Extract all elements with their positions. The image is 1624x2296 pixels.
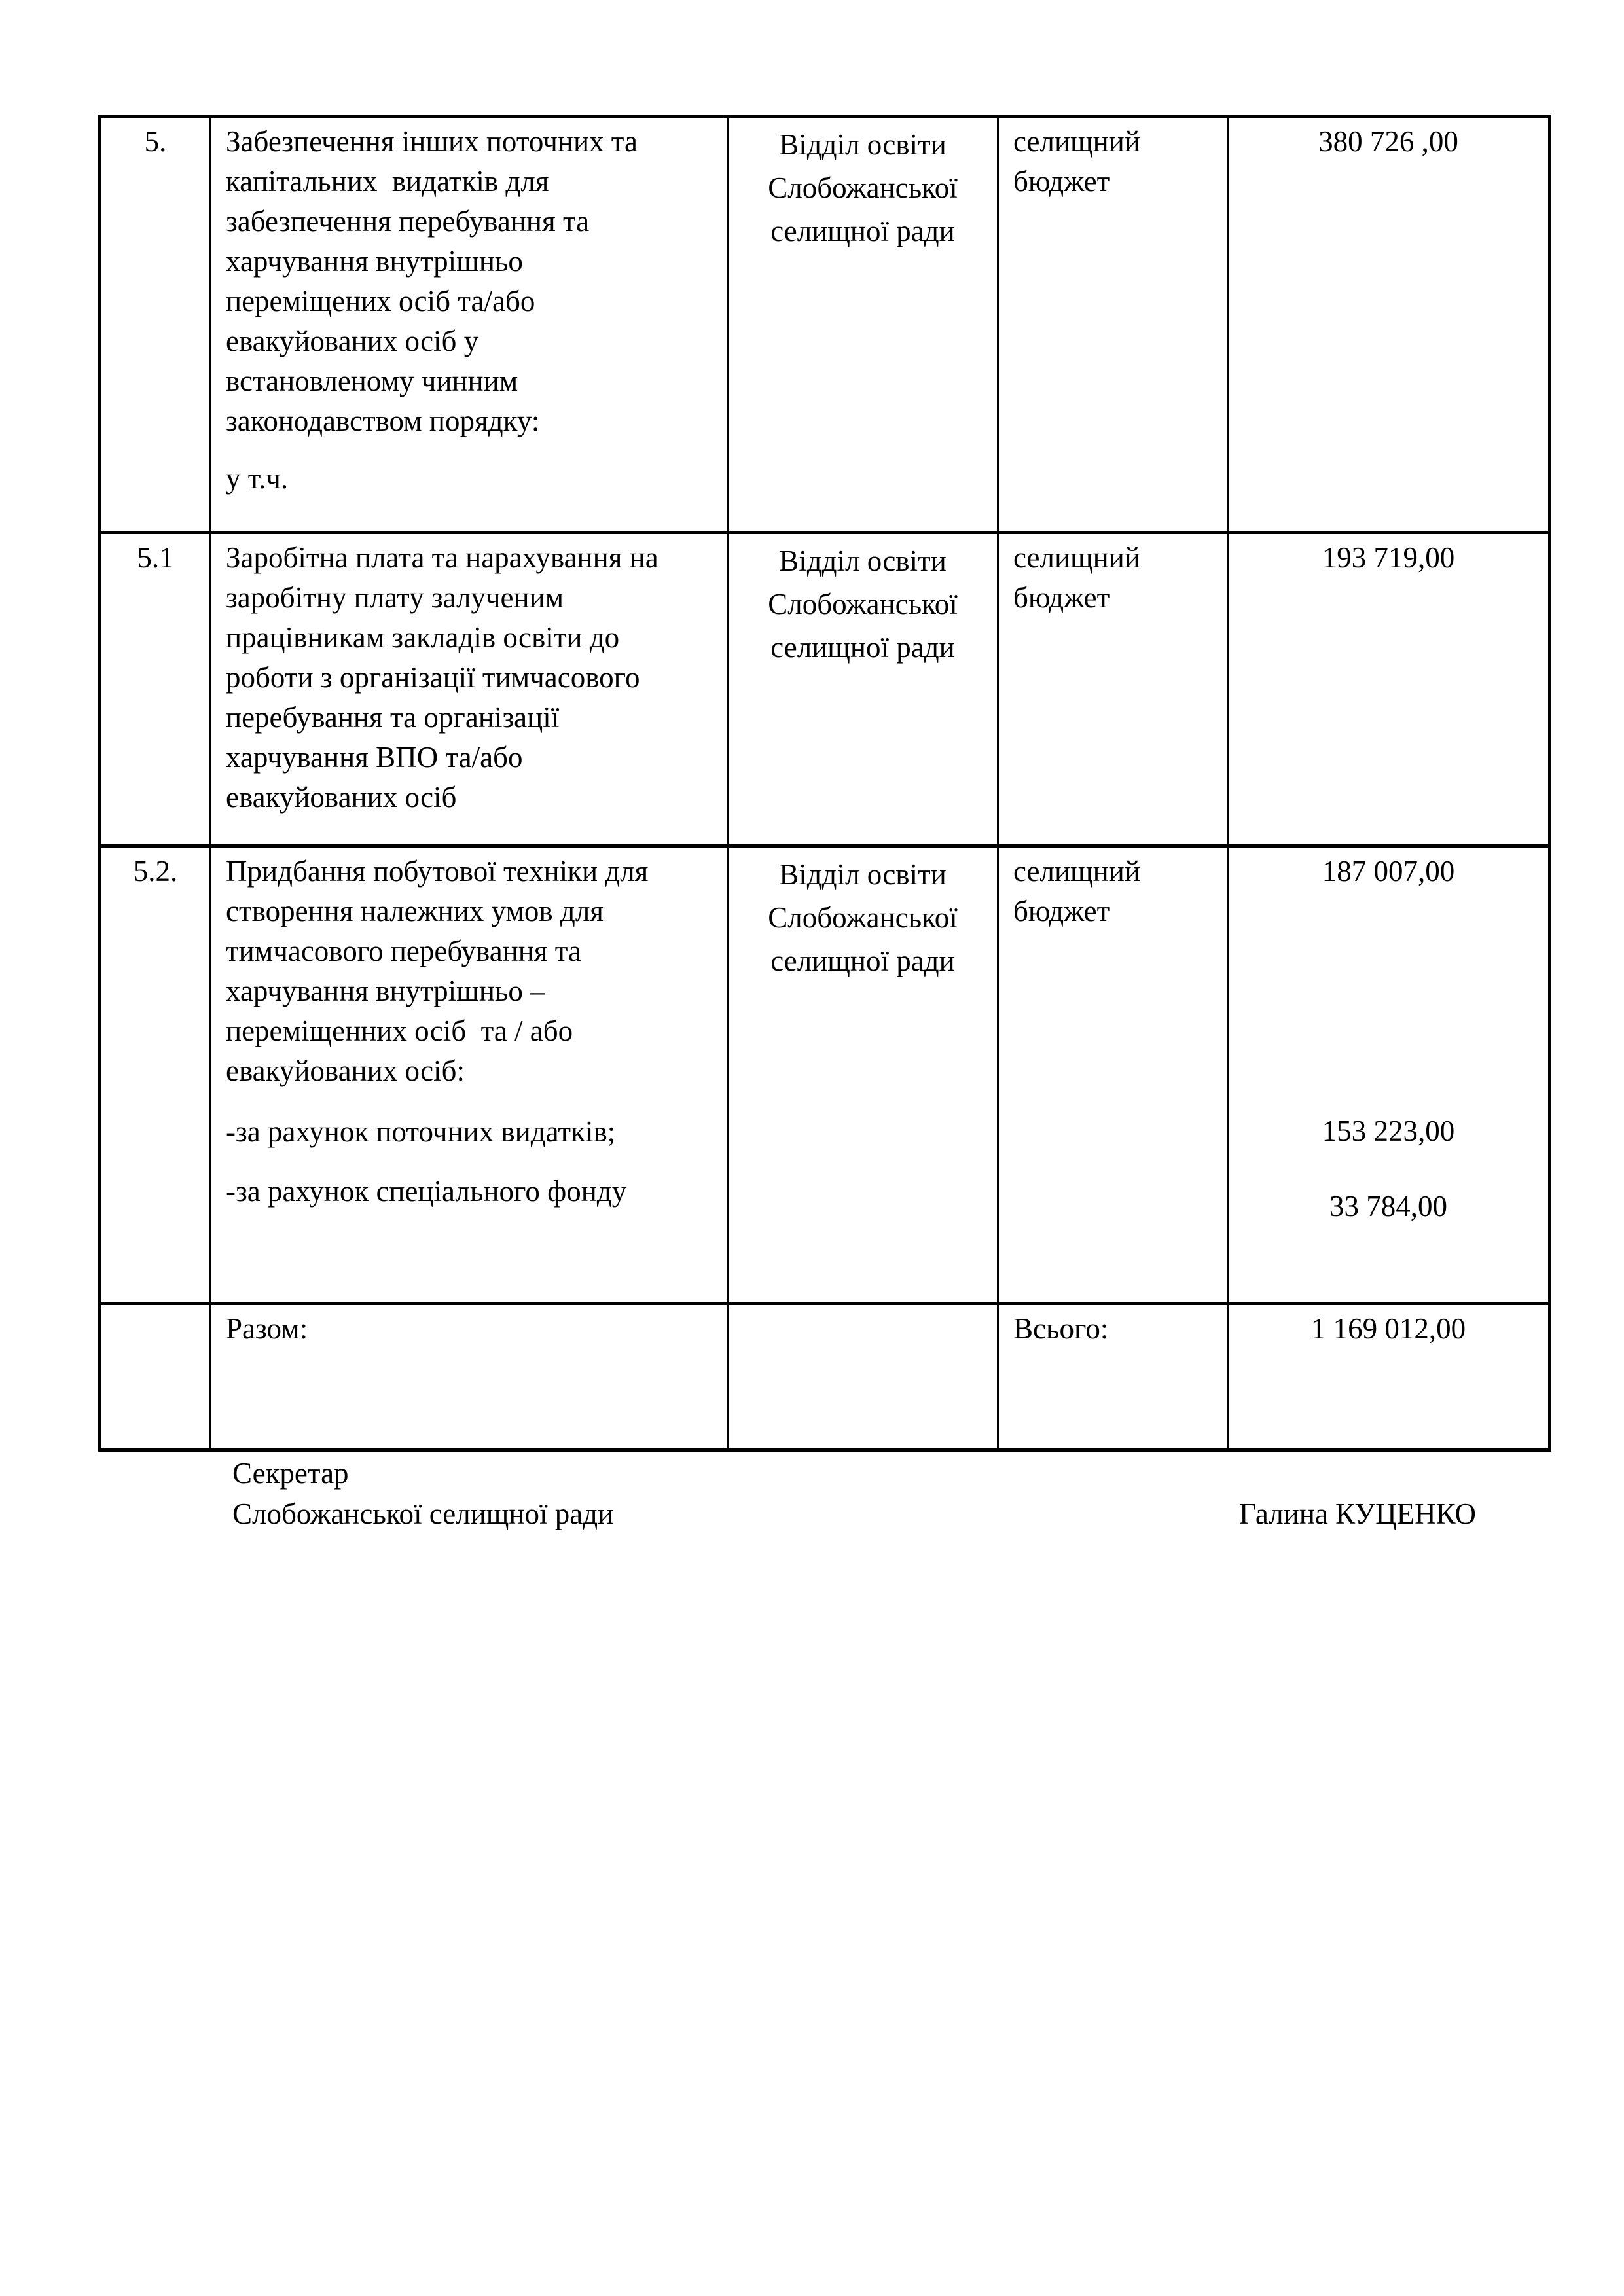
sub-item-amount: 33 784,00 bbox=[1329, 1190, 1447, 1223]
description-line: Заробітна плата та нарахування на bbox=[226, 541, 659, 574]
total-label: Разом: bbox=[211, 1304, 728, 1450]
description-line: створення належних умов для bbox=[226, 895, 604, 927]
sub-item-label: -за рахунок поточних видатків; bbox=[226, 1115, 616, 1148]
amount-value: 193 719,00 bbox=[1322, 541, 1455, 574]
executor-line: Слобожанської bbox=[768, 588, 958, 620]
amount-value: 380 726 ,00 bbox=[1318, 125, 1458, 158]
signature-block bbox=[232, 1453, 1476, 1534]
row-funding-source bbox=[998, 846, 1228, 1304]
grand-total-amount: 1 169 012,00 bbox=[1228, 1304, 1550, 1450]
description-note: у т.ч. bbox=[226, 462, 289, 495]
budget-table bbox=[98, 115, 1551, 1452]
row-funding-source bbox=[998, 117, 1228, 533]
signature-row bbox=[232, 1494, 1476, 1534]
total-number-empty bbox=[100, 1304, 211, 1450]
row-executor bbox=[728, 117, 998, 533]
description-line: переміщенних осіб та / або bbox=[226, 1014, 573, 1047]
description-line: забезпечення перебування та bbox=[226, 205, 590, 238]
table-row bbox=[100, 533, 1550, 846]
executor-line: Відділ освіти bbox=[779, 858, 947, 891]
description-line: харчування ВПО та/або bbox=[226, 741, 523, 774]
table-row bbox=[100, 117, 1550, 533]
row-description bbox=[211, 846, 728, 1304]
description-line: Забезпечення інших поточних та bbox=[226, 125, 638, 158]
description-line: роботи з організації тимчасового bbox=[226, 661, 640, 694]
description-line: харчування внутрішньо – bbox=[226, 975, 545, 1007]
executor-line: Слобожанської bbox=[768, 901, 958, 934]
row-amount bbox=[1228, 117, 1550, 533]
description-line: встановленому чинним bbox=[226, 365, 518, 397]
executor-line: Відділ освіти bbox=[779, 545, 947, 577]
signatory-organization: Слобожанської селищної ради bbox=[232, 1498, 614, 1530]
source-line: бюджет bbox=[1013, 165, 1110, 198]
description-line: евакуйованих осіб: bbox=[226, 1054, 465, 1087]
total-row bbox=[100, 1304, 1550, 1450]
description-line: переміщених осіб та/або bbox=[226, 285, 535, 317]
amount-value: 187 007,00 bbox=[1322, 855, 1455, 888]
description-line: перебування та організації bbox=[226, 701, 560, 734]
row-funding-source bbox=[998, 533, 1228, 846]
row-number: 5.2. bbox=[100, 846, 211, 1304]
executor-line: селищної ради bbox=[770, 215, 955, 247]
executor-line: Слобожанської bbox=[768, 171, 958, 204]
row-number: 5.1 bbox=[100, 533, 211, 846]
source-line: селищний bbox=[1013, 541, 1140, 574]
description-line: харчування внутрішньо bbox=[226, 245, 523, 278]
description-line: законодавством порядку: bbox=[226, 404, 540, 437]
source-line: селищний bbox=[1013, 125, 1140, 158]
source-line: селищний bbox=[1013, 855, 1140, 888]
source-line: бюджет bbox=[1013, 581, 1110, 614]
sub-item-amount: 153 223,00 bbox=[1322, 1115, 1455, 1147]
grand-total-label: Всього: bbox=[998, 1304, 1228, 1450]
executor-line: селищної ради bbox=[770, 944, 955, 977]
table-row bbox=[100, 846, 1550, 1304]
row-executor bbox=[728, 533, 998, 846]
row-amount bbox=[1228, 846, 1550, 1304]
row-amount bbox=[1228, 533, 1550, 846]
description-line: евакуйованих осіб bbox=[226, 781, 457, 814]
row-description bbox=[211, 533, 728, 846]
description-line: працівникам закладів освіти до bbox=[226, 621, 620, 654]
description-line: заробітну плату залученим bbox=[226, 581, 564, 614]
executor-line: Відділ освіти bbox=[779, 128, 947, 161]
row-executor bbox=[728, 846, 998, 1304]
description-line: тимчасового перебування та bbox=[226, 935, 581, 967]
sub-item-label: -за рахунок спеціального фонду bbox=[226, 1175, 627, 1208]
row-number: 5. bbox=[100, 117, 211, 533]
signatory-position: Секретар bbox=[232, 1457, 349, 1490]
signatory-name: Галина КУЦЕНКО bbox=[1239, 1498, 1476, 1530]
description-line: евакуйованих осіб у bbox=[226, 325, 479, 357]
total-executor-empty bbox=[728, 1304, 998, 1450]
executor-line: селищної ради bbox=[770, 631, 955, 664]
row-description bbox=[211, 117, 728, 533]
description-line: капітальних видатків для bbox=[226, 165, 549, 198]
source-line: бюджет bbox=[1013, 895, 1110, 927]
description-line: Придбання побутової техніки для bbox=[226, 855, 649, 888]
